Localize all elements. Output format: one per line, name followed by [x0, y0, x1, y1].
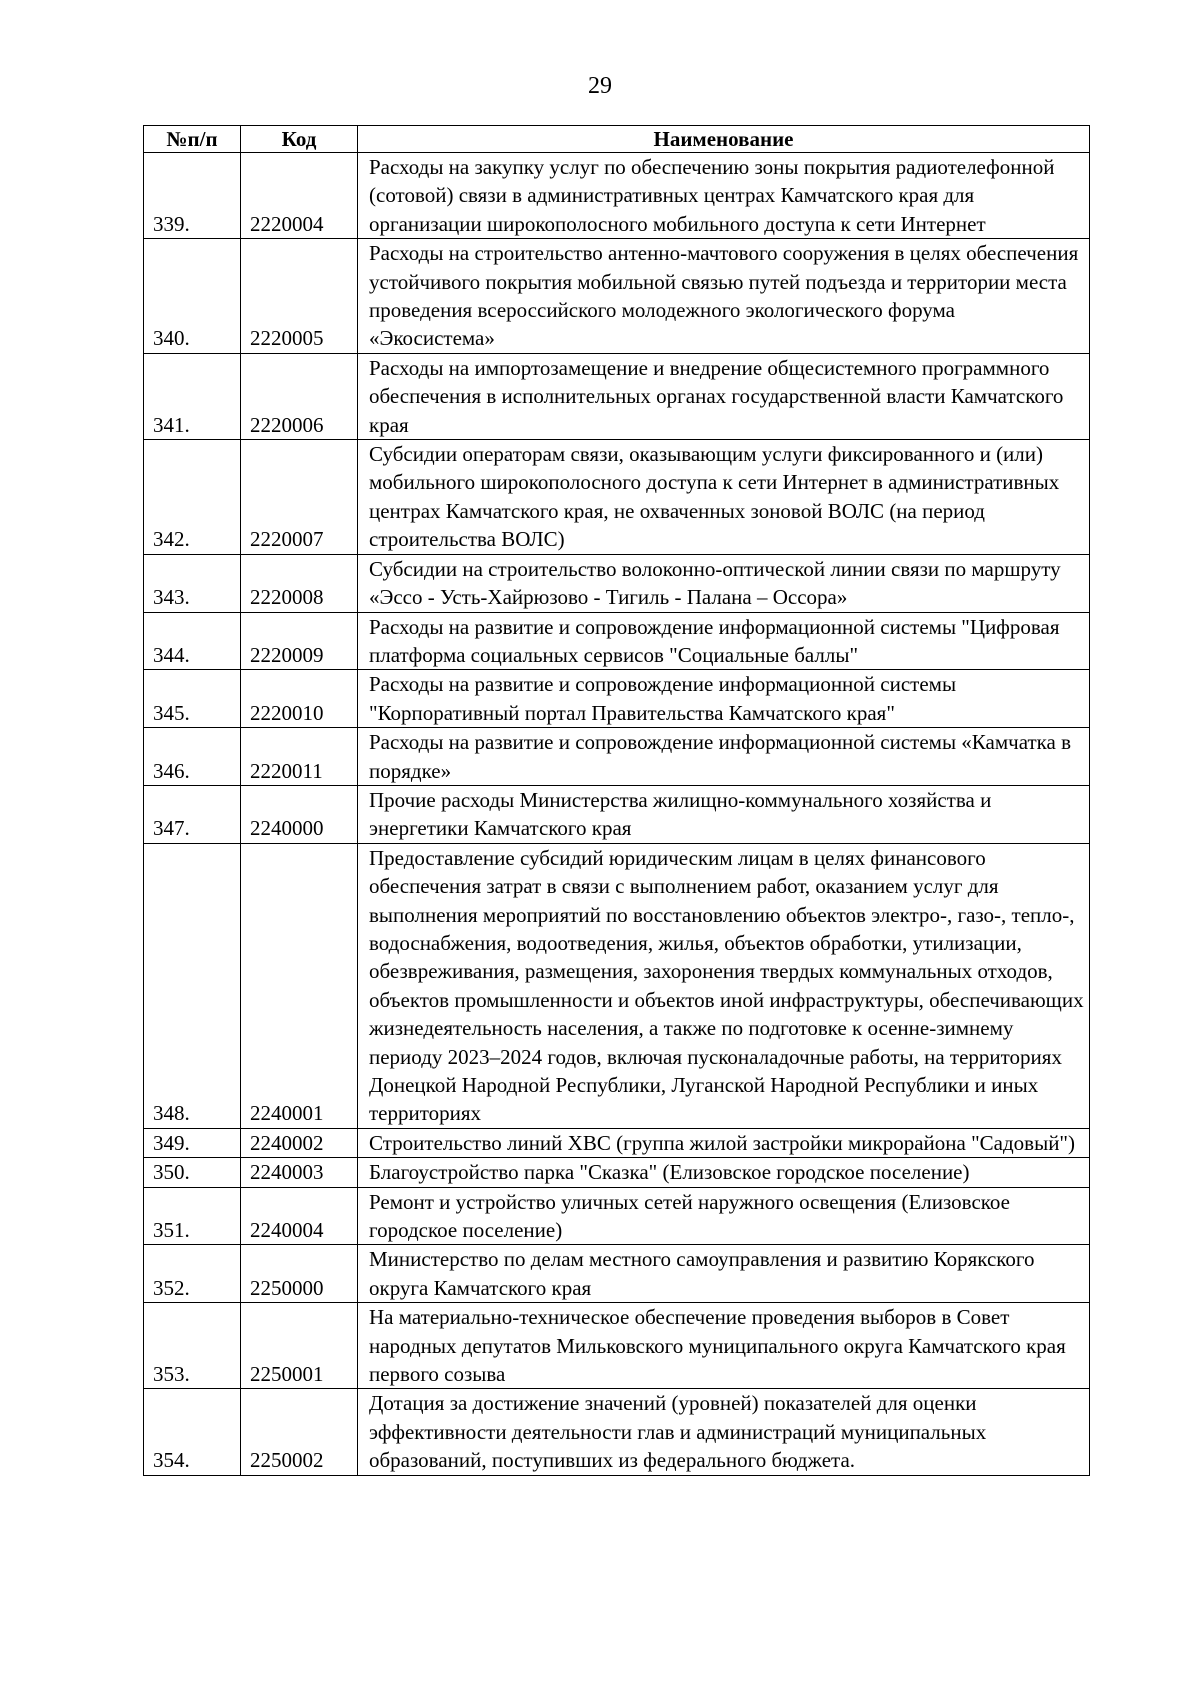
row-code: 2220009: [241, 612, 358, 670]
row-name: Расходы на строительство антенно-мачтового сооружения в целях обеспечения устойчивого покрытия мобильной связью путей подъезда и территории места проведения всероссийского молодежного экологического форума «Экосистема»: [358, 239, 1090, 354]
row-code: 2250002: [241, 1389, 358, 1475]
table-row: [144, 670, 1090, 728]
row-name: Благоустройство парка "Сказка" (Елизовское городское поселение): [358, 1158, 1090, 1187]
row-number: 350.: [144, 1158, 241, 1187]
row-code: 2240003: [241, 1158, 358, 1187]
row-name: Дотация за достижение значений (уровней) показателей для оценки эффективности деятельности глав и администраций муниципальных образований, поступивших из федерального бюджета.: [358, 1389, 1090, 1475]
row-number: 349.: [144, 1128, 241, 1157]
row-number: 353.: [144, 1303, 241, 1389]
row-name: Расходы на закупку услуг по обеспечению зоны покрытия радиотелефонной (сотовой) связи в административных центрах Камчатского края для организации широкополосного мобильного доступа к сети Интернет: [358, 153, 1090, 239]
budget-code-table: [143, 125, 1090, 1476]
row-number: 340.: [144, 239, 241, 354]
table-row: [144, 1245, 1090, 1303]
row-code: 2220005: [241, 239, 358, 354]
row-name: На материально-техническое обеспечение проведения выборов в Совет народных депутатов Мильковского муниципального округа Камчатского края первого созыва: [358, 1303, 1090, 1389]
row-code: 2220011: [241, 728, 358, 786]
row-code: 2250000: [241, 1245, 358, 1303]
row-number: 344.: [144, 612, 241, 670]
row-name: Министерство по делам местного самоуправления и развитию Корякского округа Камчатского края: [358, 1245, 1090, 1303]
table-row: [144, 728, 1090, 786]
row-number: 351.: [144, 1187, 241, 1245]
table-row: [144, 785, 1090, 843]
row-name: Ремонт и устройство уличных сетей наружного освещения (Елизовское городское поселение): [358, 1187, 1090, 1245]
row-name: Строительство линий ХВС (группа жилой застройки микрорайона "Садовый"): [358, 1128, 1090, 1157]
row-name: Предоставление субсидий юридическим лицам в целях финансового обеспечения затрат в связи с выполнением работ, оказанием услуг для выполнения мероприятий по восстановлению объектов электро-, газо-, тепло-, водоснабжения, водоотведения, жилья, объектов обработки, утилизации, обезвреживания, размещения, захоронения твердых коммунальных отходов, объектов промышленности и объектов иной инфраструктуры, обеспечивающих жизнедеятельность населения, а также по подготовке к осенне-зимнему периоду 2023–2024 годов, включая пусконаладочные работы, на территориях Донецкой Народной Республики, Луганской Народной Республики и иных территориях: [358, 843, 1090, 1128]
row-number: 343.: [144, 554, 241, 612]
row-code: 2250001: [241, 1303, 358, 1389]
column-header-name: Наименование: [358, 126, 1090, 153]
row-name: Расходы на развитие и сопровождение информационной системы "Корпоративный портал Правительства Камчатского края": [358, 670, 1090, 728]
table-row: [144, 554, 1090, 612]
row-number: 345.: [144, 670, 241, 728]
row-code: 2220007: [241, 440, 358, 555]
table-row: [144, 239, 1090, 354]
column-header-number: №п/п: [144, 126, 241, 153]
row-code: 2240001: [241, 843, 358, 1128]
row-number: 354.: [144, 1389, 241, 1475]
row-name: Прочие расходы Министерства жилищно-коммунального хозяйства и энергетики Камчатского края: [358, 785, 1090, 843]
table-row: [144, 1158, 1090, 1187]
row-number: 341.: [144, 353, 241, 439]
table-row: [144, 612, 1090, 670]
row-name: Субсидии на строительство волоконно-оптической линии связи по маршруту «Эссо - Усть-Хайрюзово - Тигиль - Палана – Оссора»: [358, 554, 1090, 612]
table-header-row: [144, 126, 1090, 153]
row-name: Расходы на развитие и сопровождение информационной системы "Цифровая платформа социальных сервисов "Социальные баллы": [358, 612, 1090, 670]
table-row: [144, 153, 1090, 239]
table-row: [144, 1303, 1090, 1389]
row-number: 347.: [144, 785, 241, 843]
row-code: 2220010: [241, 670, 358, 728]
table-row: [144, 1187, 1090, 1245]
row-code: 2220008: [241, 554, 358, 612]
table-row: [144, 1389, 1090, 1475]
column-header-code: Код: [241, 126, 358, 153]
row-code: 2240000: [241, 785, 358, 843]
page-number: 29: [588, 73, 612, 99]
row-name: Субсидии операторам связи, оказывающим услуги фиксированного и (или) мобильного широкополосного доступа к сети Интернет в административных центрах Камчатского края, не охваченных зоновой ВОЛС (на период строительства ВОЛС): [358, 440, 1090, 555]
table-row: [144, 1128, 1090, 1157]
row-code: 2220006: [241, 353, 358, 439]
row-number: 352.: [144, 1245, 241, 1303]
table-row: [144, 440, 1090, 555]
row-number: 348.: [144, 843, 241, 1128]
row-number: 339.: [144, 153, 241, 239]
row-name: Расходы на импортозамещение и внедрение общесистемного программного обеспечения в исполнительных органах государственной власти Камчатского края: [358, 353, 1090, 439]
row-code: 2220004: [241, 153, 358, 239]
row-number: 346.: [144, 728, 241, 786]
row-code: 2240004: [241, 1187, 358, 1245]
table-row: [144, 843, 1090, 1128]
row-number: 342.: [144, 440, 241, 555]
row-name: Расходы на развитие и сопровождение информационной системы «Камчатка в порядке»: [358, 728, 1090, 786]
table-row: [144, 353, 1090, 439]
row-code: 2240002: [241, 1128, 358, 1157]
